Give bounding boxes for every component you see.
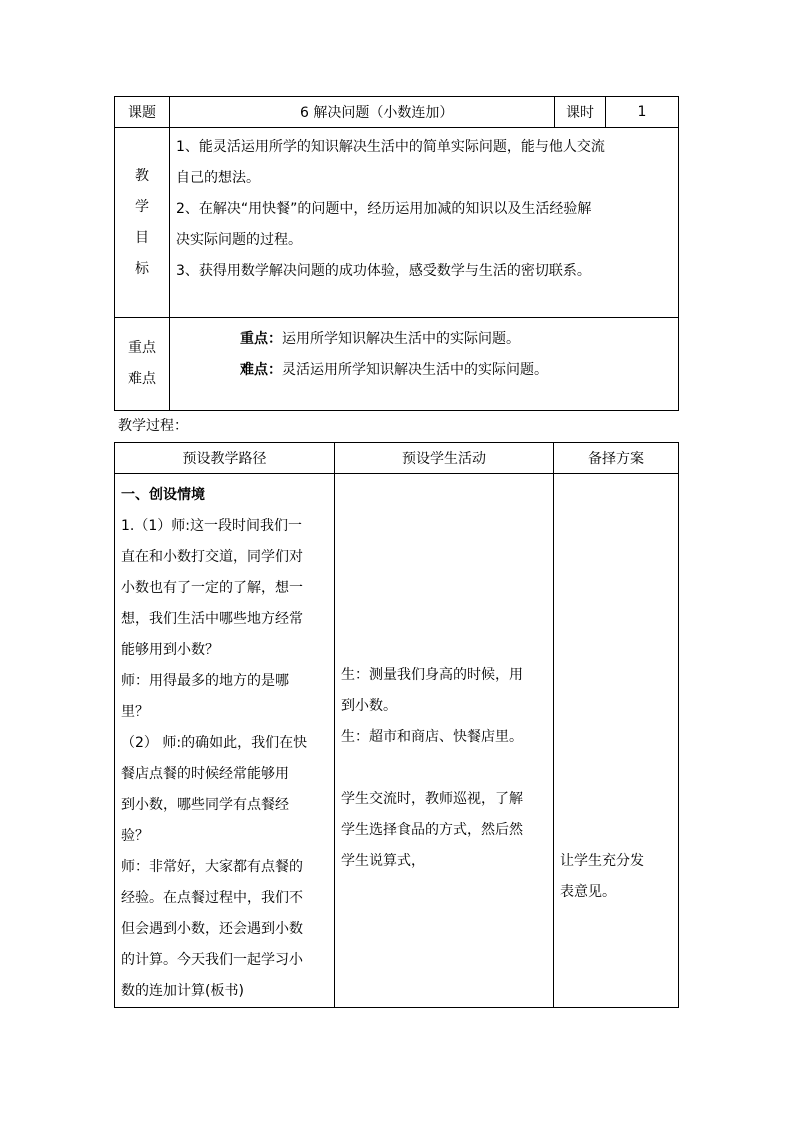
goals-row: [115, 128, 679, 318]
goal-line: 1、能灵活运用所学的知识解决生活中的简单实际问题，能与他人交流: [176, 139, 605, 155]
goals-label-char: 教: [135, 167, 149, 184]
activity-line-blank: [341, 753, 547, 784]
topic-row: [115, 97, 679, 128]
period-label: 课时: [555, 97, 606, 128]
teaching-line: 数的连加计算(板书): [121, 983, 244, 999]
period-value: 1: [606, 97, 679, 128]
teaching-line: 餐店点餐的时候经常能够用: [121, 766, 289, 782]
difficult-point-text: 灵活运用所学知识解决生活中的实际问题。: [282, 362, 548, 378]
activity-line: 生：超市和商店、快餐店里。: [341, 729, 523, 745]
alternative-plan-cell: [554, 474, 679, 1008]
teaching-line: 师：非常好，大家都有点餐的: [121, 859, 303, 875]
spacer: [341, 474, 547, 660]
teaching-line: 但会遇到小数，还会遇到小数: [121, 921, 303, 937]
goal-line: 决实际问题的过程。: [176, 232, 302, 248]
alternative-line: 让学生充分发: [560, 853, 644, 869]
topic-label: 课题: [115, 97, 170, 128]
teaching-line: 直在和小数打交道，同学们对: [121, 549, 303, 565]
teaching-line: 到小数，哪些同学有点餐经: [121, 797, 289, 813]
activity-line: 学生选择食品的方式，然后然: [341, 822, 523, 838]
activity-line: 生：测量我们身高的时候，用: [341, 667, 523, 683]
teaching-line: 的计算。今天我们一起学习小: [121, 952, 303, 968]
teaching-line: 能够用到小数？: [121, 642, 219, 658]
section-title: 一、创设情境: [121, 487, 205, 503]
goal-line: 3、获得用数学解决问题的成功体验，感受数学与生活的密切联系。: [176, 263, 591, 279]
activity-line: 到小数。: [341, 698, 397, 714]
lesson-info-table: [114, 96, 679, 411]
teaching-line: 小数也有了一定的了解，想一: [121, 580, 303, 596]
teaching-line: 想，我们生活中哪些地方经常: [121, 611, 303, 627]
process-header-row: [115, 443, 679, 474]
goals-label-char: 标: [135, 260, 149, 277]
header-alternative-plan: 备择方案: [554, 443, 679, 474]
difficult-point: [240, 355, 678, 386]
activity-line: 学生说算式，: [341, 853, 425, 869]
teaching-path-cell: [115, 474, 335, 1008]
spacer: [560, 474, 672, 846]
key-points-label: [115, 318, 170, 411]
process-section-label: 教学过程：: [118, 418, 188, 434]
teaching-line: 师：用得最多的地方的是哪: [121, 673, 289, 689]
teaching-line: 1.（1）师:这一段时间我们一: [121, 518, 302, 534]
alternative-line: 表意见。: [560, 884, 616, 900]
key-label-line: 重点: [128, 340, 156, 356]
topic-value: 6 解决问题（小数连加）: [170, 97, 555, 128]
goal-line: 2、在解决“用快餐”的问题中，经历运用加减的知识以及生活经验解: [176, 201, 592, 217]
goal-line: 自己的想法。: [176, 170, 260, 186]
key-points-content: [170, 318, 679, 411]
process-body-row: [115, 474, 679, 1008]
goals-content: [170, 128, 679, 318]
key-label-line: 难点: [128, 371, 156, 387]
key-point-text: 运用所学知识解决生活中的实际问题。: [282, 331, 520, 347]
goals-label-char: 学: [135, 198, 149, 215]
header-student-activity: 预设学生活动: [335, 443, 554, 474]
key-points-row: [115, 318, 679, 411]
teaching-line: 经验。在点餐过程中，我们不: [121, 890, 303, 906]
key-point-label: 重点：: [240, 331, 282, 347]
teaching-line: 里？: [121, 704, 149, 720]
goals-label-char: 目: [135, 229, 149, 246]
process-table: [114, 442, 679, 1008]
student-activity-cell: [335, 474, 554, 1008]
difficult-point-label: 难点：: [240, 362, 282, 378]
teaching-line: （2） 师:的确如此，我们在快: [121, 735, 308, 751]
key-point: [240, 324, 678, 355]
activity-line: 学生交流时，教师巡视，了解: [341, 791, 523, 807]
header-teaching-path: 预设教学路径: [115, 443, 335, 474]
goals-label: [115, 128, 170, 318]
teaching-line: 验？: [121, 828, 149, 844]
